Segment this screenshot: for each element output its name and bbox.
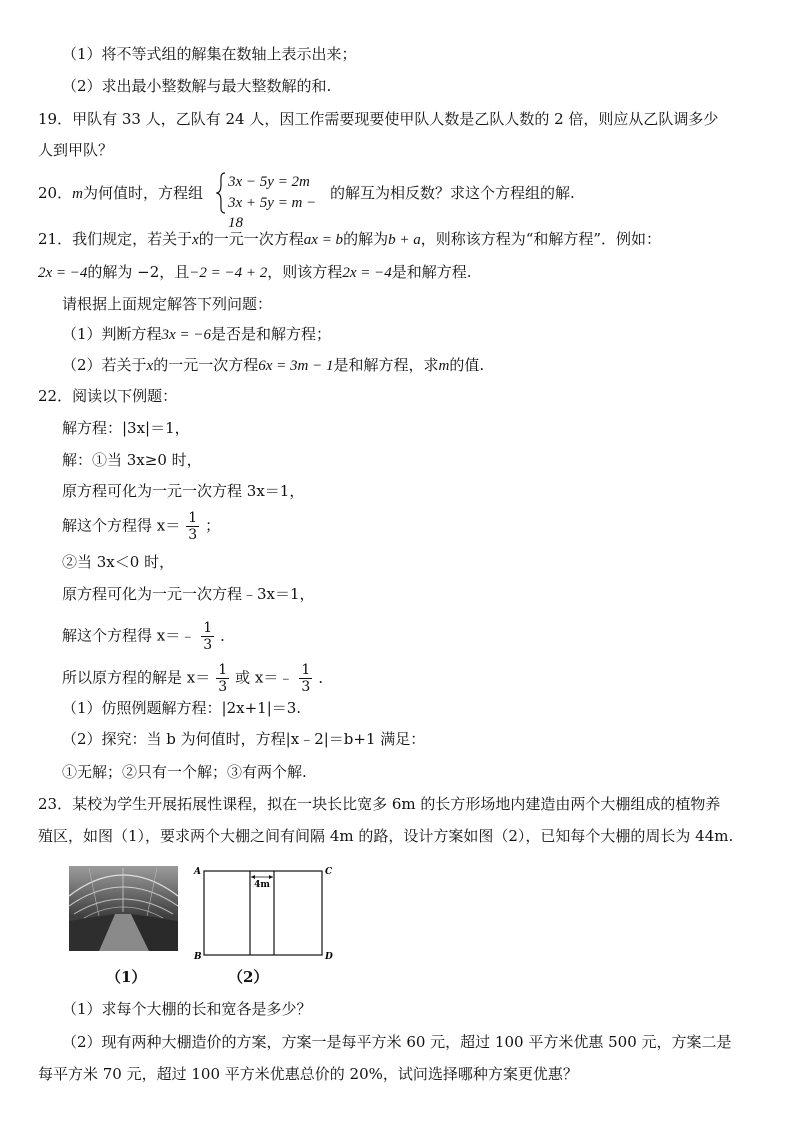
q21-line2 (38, 262, 472, 283)
figure2-caption: （2） (228, 968, 269, 986)
q22-line2: 解：①当 3x≥0 时， (62, 451, 202, 469)
q20-equation-system (216, 172, 328, 231)
q20-equation-1: 3x − 5y = 2m (228, 174, 310, 190)
q22-part2: （2）探究：当 b 为何值时，方程|x﹣2|＝b+1 满足： (62, 730, 426, 748)
q21-l1b: 的一元一次方程 (198, 230, 304, 248)
q21-l2a: 的解为 −2，且 (87, 263, 190, 281)
q21-p2x: x (146, 358, 154, 374)
q22-l8b: 或 x＝﹣ (235, 668, 294, 687)
q22-part3: ①无解；②只有一个解；③有两个解. (62, 763, 307, 781)
q23-part2-line1: （2）现有两种大棚造价的方案，方案一是每平方米 60 元，超过 100 平方米优惠 500 元，方案二是 (62, 1033, 732, 1051)
fraction-numerator: 1 (301, 662, 311, 678)
q21-line1 (38, 229, 661, 250)
q21-p2a: （2）若关于 (62, 356, 147, 374)
q21-p1eq: 3x = −6 (161, 327, 211, 343)
q22-part1: （1）仿照例题解方程：|2x+1|＝3. (62, 699, 302, 717)
q21-l1d: ，则称该方程为“和解方程”．例如： (420, 230, 662, 248)
figure1-caption: （1） (106, 968, 147, 986)
fraction (201, 620, 214, 653)
q22-line3: 原方程可化为一元一次方程 3x＝1， (62, 482, 305, 500)
q21-l2eq3: 2x = −4 (342, 265, 392, 281)
q21-l2b: ，则该方程 (267, 263, 343, 281)
fraction (299, 662, 312, 695)
q22-l7a: 解这个方程得 x＝﹣ (62, 626, 196, 645)
q21-p2d: 的值. (449, 356, 485, 374)
q20-equation-2: 3x + 5y = m − 18 (228, 195, 317, 231)
fraction (186, 510, 199, 543)
q20-text1: 为何值时，方程组 (82, 184, 203, 202)
greenhouse-photo (69, 866, 178, 951)
q23-line1: 23．某校为学生开展拓展性课程，拟在一块长比宽多 6m 的长方形场地内建造由两个大棚组成的植物养 (38, 795, 721, 813)
corner-label-d: D (325, 952, 333, 962)
q22-l7b: ． (220, 626, 236, 645)
corner-label-b: B (194, 952, 202, 962)
q18-part2: （2）求出最小整数解与最大整数解的和. (62, 77, 332, 95)
corner-label-c: C (325, 867, 333, 877)
q20-text2: 的解互为相反数？求这个方程组的解. (330, 184, 575, 202)
q21-l1a: 21．我们规定，若关于 (38, 230, 193, 248)
q21-part2 (62, 355, 484, 376)
site-plan-diagram (190, 862, 340, 962)
fraction-denominator: 3 (301, 679, 311, 695)
q21-l2c: 是和解方程. (391, 263, 472, 281)
q20-lead (38, 183, 203, 204)
q21-l1ba: b + a (388, 232, 421, 248)
fraction-numerator: 1 (218, 662, 228, 678)
q21-l2eq: 2x = −4 (38, 265, 88, 281)
q22-line1: 解方程：|3x|＝1， (62, 419, 190, 437)
q22-title: 22．阅读以下例题： (38, 387, 178, 405)
q22-line7 (62, 620, 235, 653)
fraction (216, 662, 229, 695)
arrow-right-icon (269, 875, 273, 879)
q21-p2b: 的一元一次方程 (153, 356, 259, 374)
q20-m: m (72, 186, 83, 202)
q21-l1c: 的解为 (343, 230, 389, 248)
q18-part1: （1）将不等式组的解集在数轴上表示出来； (62, 45, 357, 63)
q19-line1: 19．甲队有 33 人，乙队有 24 人，因工作需要现要使甲队人数是乙队人数的 2 倍，则应从乙队调多少 (38, 110, 719, 128)
greenhouse-illustration (69, 866, 178, 951)
fraction-numerator: 1 (203, 620, 213, 636)
q23-part2-line2: 每平方米 70 元，超过 100 平方米优惠总价的 20%，试问选择哪种方案更优惠？ (38, 1065, 578, 1083)
q22-line6: 原方程可化为一元一次方程﹣3x＝1， (62, 585, 315, 603)
q21-p1b: 是否是和解方程； (210, 325, 331, 343)
gap-label: 4m (254, 880, 270, 890)
q21-p2m: m (438, 358, 450, 374)
q22-line4 (62, 510, 220, 543)
q21-l1x: x (192, 232, 199, 248)
q21-p2eq: 6x = 3m − 1 (258, 358, 334, 374)
q22-l4b: ； (205, 516, 221, 535)
q21-l1eq: ax = b (303, 232, 344, 248)
fraction-denominator: 3 (218, 679, 228, 695)
fraction-numerator: 1 (188, 510, 198, 526)
q22-line8 (62, 662, 333, 695)
q19-line2: 人到甲队？ (38, 141, 114, 159)
q22-l8c: ． (318, 668, 334, 687)
corner-label-a: A (194, 867, 201, 877)
q22-l4a: 解这个方程得 x＝ (62, 516, 181, 535)
q20-number: 20． (38, 184, 73, 202)
left-brace-icon (216, 172, 226, 214)
q21-p2c: 是和解方程，求 (333, 356, 439, 374)
q21-l2eq2: −2 = −4 + 2 (189, 265, 268, 281)
arrow-left-icon (251, 875, 255, 879)
q22-l8a: 所以原方程的解是 x＝ (62, 668, 211, 687)
fraction-denominator: 3 (188, 527, 198, 543)
q23-part1: （1）求每个大棚的长和宽各是多少？ (62, 1000, 312, 1018)
q22-line5: ②当 3x＜0 时， (62, 553, 175, 571)
fraction-denominator: 3 (203, 637, 213, 653)
q21-intro: 请根据上面规定解答下列问题： (62, 295, 273, 313)
q21-part1 (62, 324, 331, 345)
q23-line2: 殖区，如图（1），要求两个大棚之间有间隔 4m 的路，设计方案如图（2），已知每个大棚的周长为 44m. (38, 827, 734, 845)
q21-p1a: （1）判断方程 (62, 325, 162, 343)
